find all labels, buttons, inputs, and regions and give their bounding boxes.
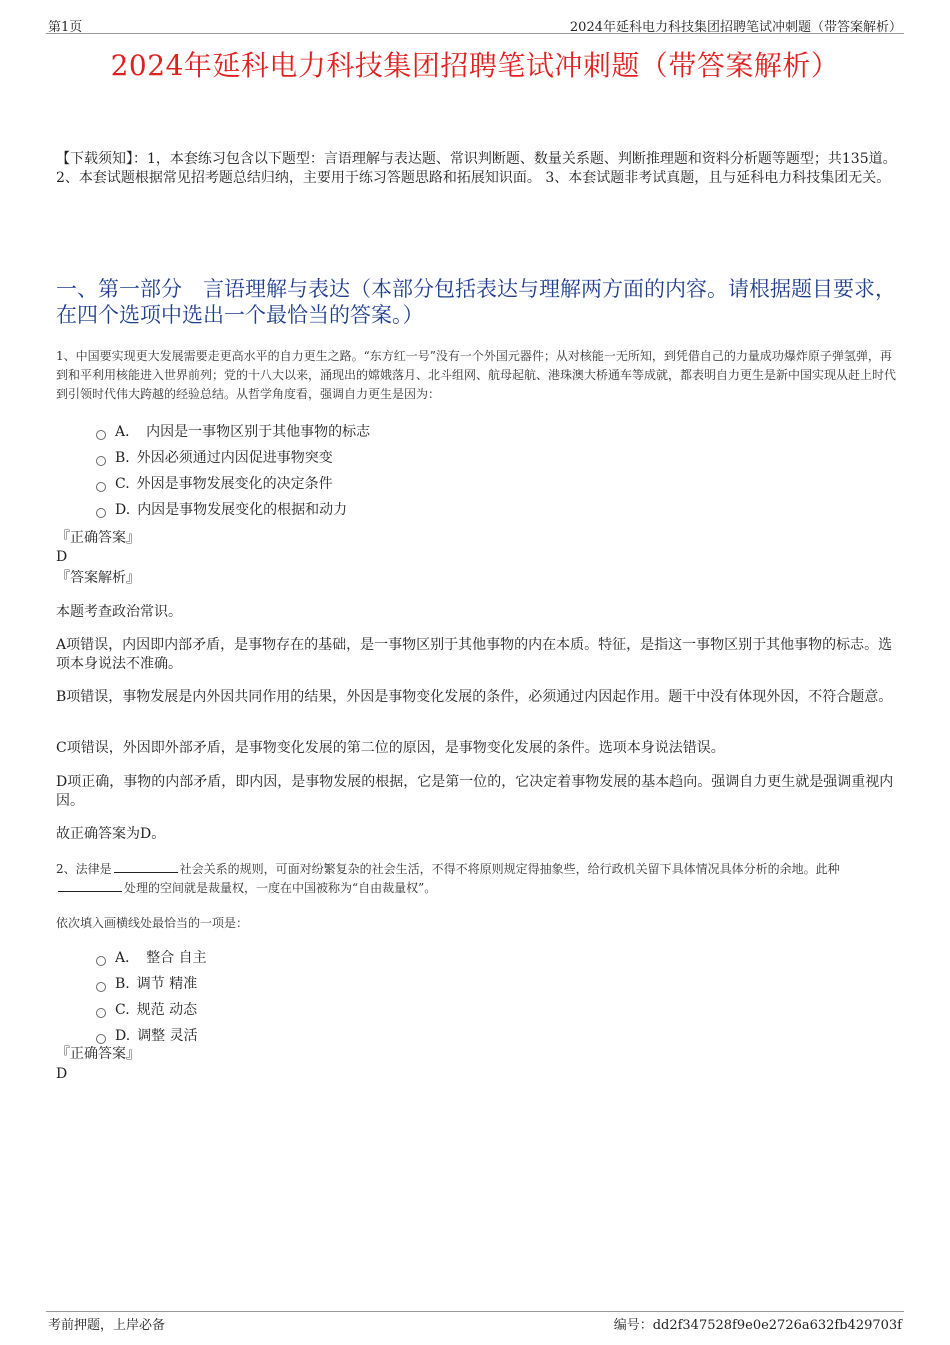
q1-option-c[interactable] (96, 475, 333, 493)
option-letter: D. (115, 1028, 131, 1044)
q1-analysis-conclusion: 故正确答案为D。 (56, 826, 166, 842)
option-letter: C. (115, 1002, 130, 1018)
question-1-text: 1、中国要实现更大发展需要走更高水平的自力更生之路。“东方红一号”没有一个外国元器件；从对核能一无所知，到凭借自己的力量成功爆炸原子弹氢弹，再到和平利用核能进入世界前列；党的十八大以来，涌现出的嫦娥落月、北斗组网、航母起航、港珠澳大桥通车等成就，都表明自力更生是新中国实现从赶上时代到引领时代伟大跨越的经验总结。从哲学角度看，强调自力更生是因为： (56, 349, 897, 401)
q2-option-a[interactable] (96, 949, 207, 967)
q1-analysis-b: B项错误，事物发展是内外因共同作用的结果，外因是事物变化发展的条件，必须通过内因起作用。题干中没有体现外因，不符合题意。 (56, 689, 893, 705)
q1-option-a[interactable] (96, 423, 370, 441)
option-text: 内因是事物发展变化的根据和动力 (137, 502, 348, 518)
radio-icon[interactable] (96, 956, 106, 966)
option-letter: B. (115, 450, 130, 466)
radio-icon[interactable] (96, 430, 106, 440)
page-number: 第1页 (48, 20, 83, 35)
q2-option-c[interactable] (96, 1001, 197, 1019)
radio-icon[interactable] (96, 482, 106, 492)
footer-slogan: 考前押题，上岸必备 (48, 1318, 166, 1333)
fill-blank-1 (114, 861, 178, 873)
radio-icon[interactable] (96, 508, 106, 518)
header-doc-title: 2024年延科电力科技集团招聘笔试冲刺题（带答案解析） (569, 20, 902, 35)
q1-analysis-c: C项错误，外因即外部矛盾，是事物变化发展的第二位的原因，是事物变化发展的条件。选项本身说法错误。 (56, 740, 725, 756)
option-text: 整合 自主 (146, 950, 207, 966)
page-title: 2024年延科电力科技集团招聘笔试冲刺题（带答案解析） (110, 49, 840, 82)
question-2-prompt: 依次填入画横线处最恰当的一项是： (56, 916, 249, 930)
option-letter: D. (115, 502, 131, 518)
radio-icon[interactable] (96, 982, 106, 992)
document-code: 编号：dd2f347528f9e0e2726a632fb429703f (613, 1318, 902, 1333)
fill-blank-2 (58, 880, 122, 892)
option-text: 调节 精准 (136, 976, 198, 992)
q1-analysis-a: A项错误，内因即内部矛盾，是事物存在的基础，是一事物区别于其他事物的内在本质。特征，是指这一事物区别于其他事物的标志。选项本身说法不准确。 (56, 637, 893, 672)
q2-option-b[interactable] (96, 975, 197, 993)
q2-answer: D (56, 1066, 68, 1082)
q1-option-b[interactable] (96, 449, 333, 467)
q2-option-d[interactable] (96, 1027, 198, 1045)
q2-text-part-3: 处理的空间就是裁量权，一度在中国被称为“自由裁量权”。 (124, 881, 437, 895)
q2-text-part-1: 2、法律是 (56, 862, 112, 876)
q2-answer-label: 『正确答案』 (56, 1046, 140, 1062)
q2-text-part-2: 社会关系的规则，可面对纷繁复杂的社会生活，不得不将原则规定得抽象些，给行政机关留下具体情况具体分析的余地。此种 (179, 862, 840, 876)
radio-icon[interactable] (96, 1034, 106, 1044)
option-text: 内因是一事物区别于其他事物的标志 (146, 424, 371, 440)
q1-analysis-label: 『答案解析』 (56, 570, 140, 586)
section-heading: 一、第一部分 言语理解与表达（本部分包括表达与理解两方面的内容。请根据题目要求，在四个选项中选出一个最恰当的答案。） (56, 277, 896, 327)
radio-icon[interactable] (96, 1008, 106, 1018)
option-letter: C. (115, 476, 130, 492)
q1-analysis-intro: 本题考查政治常识。 (56, 604, 182, 620)
radio-icon[interactable] (96, 456, 106, 466)
option-letter: A． (115, 424, 140, 440)
footer-divider (46, 1311, 904, 1312)
header-divider (46, 33, 904, 34)
option-text: 调整 灵活 (137, 1028, 198, 1044)
option-text: 外因是事物发展变化的决定条件 (136, 476, 333, 492)
option-letter: B. (115, 976, 130, 992)
question-2-text (56, 860, 901, 898)
q1-option-d[interactable] (96, 501, 347, 519)
q1-answer: D (56, 549, 68, 565)
option-text: 外因必须通过内因促进事物突变 (136, 450, 333, 466)
q1-answer-label: 『正确答案』 (56, 530, 140, 546)
download-notice: 【下载须知】：1，本套练习包含以下题型：言语理解与表达题、常识判断题、数量关系题、判断推理题和资料分析题等题型；共135道。 2、本套试题根据常见招考题总结归纳，主要用于练习答题思路和拓展知识面。 3、本套试题非考试真题，且与延科电力科技集团无关。 (56, 151, 897, 186)
q1-analysis-d: D项正确，事物的内部矛盾，即内因，是事物发展的根据，它是第一位的，它决定着事物发展的基本趋向。强调自力更生就是强调重视内因。 (56, 774, 894, 809)
option-letter: A． (115, 950, 140, 966)
option-text: 规范 动态 (136, 1002, 198, 1018)
